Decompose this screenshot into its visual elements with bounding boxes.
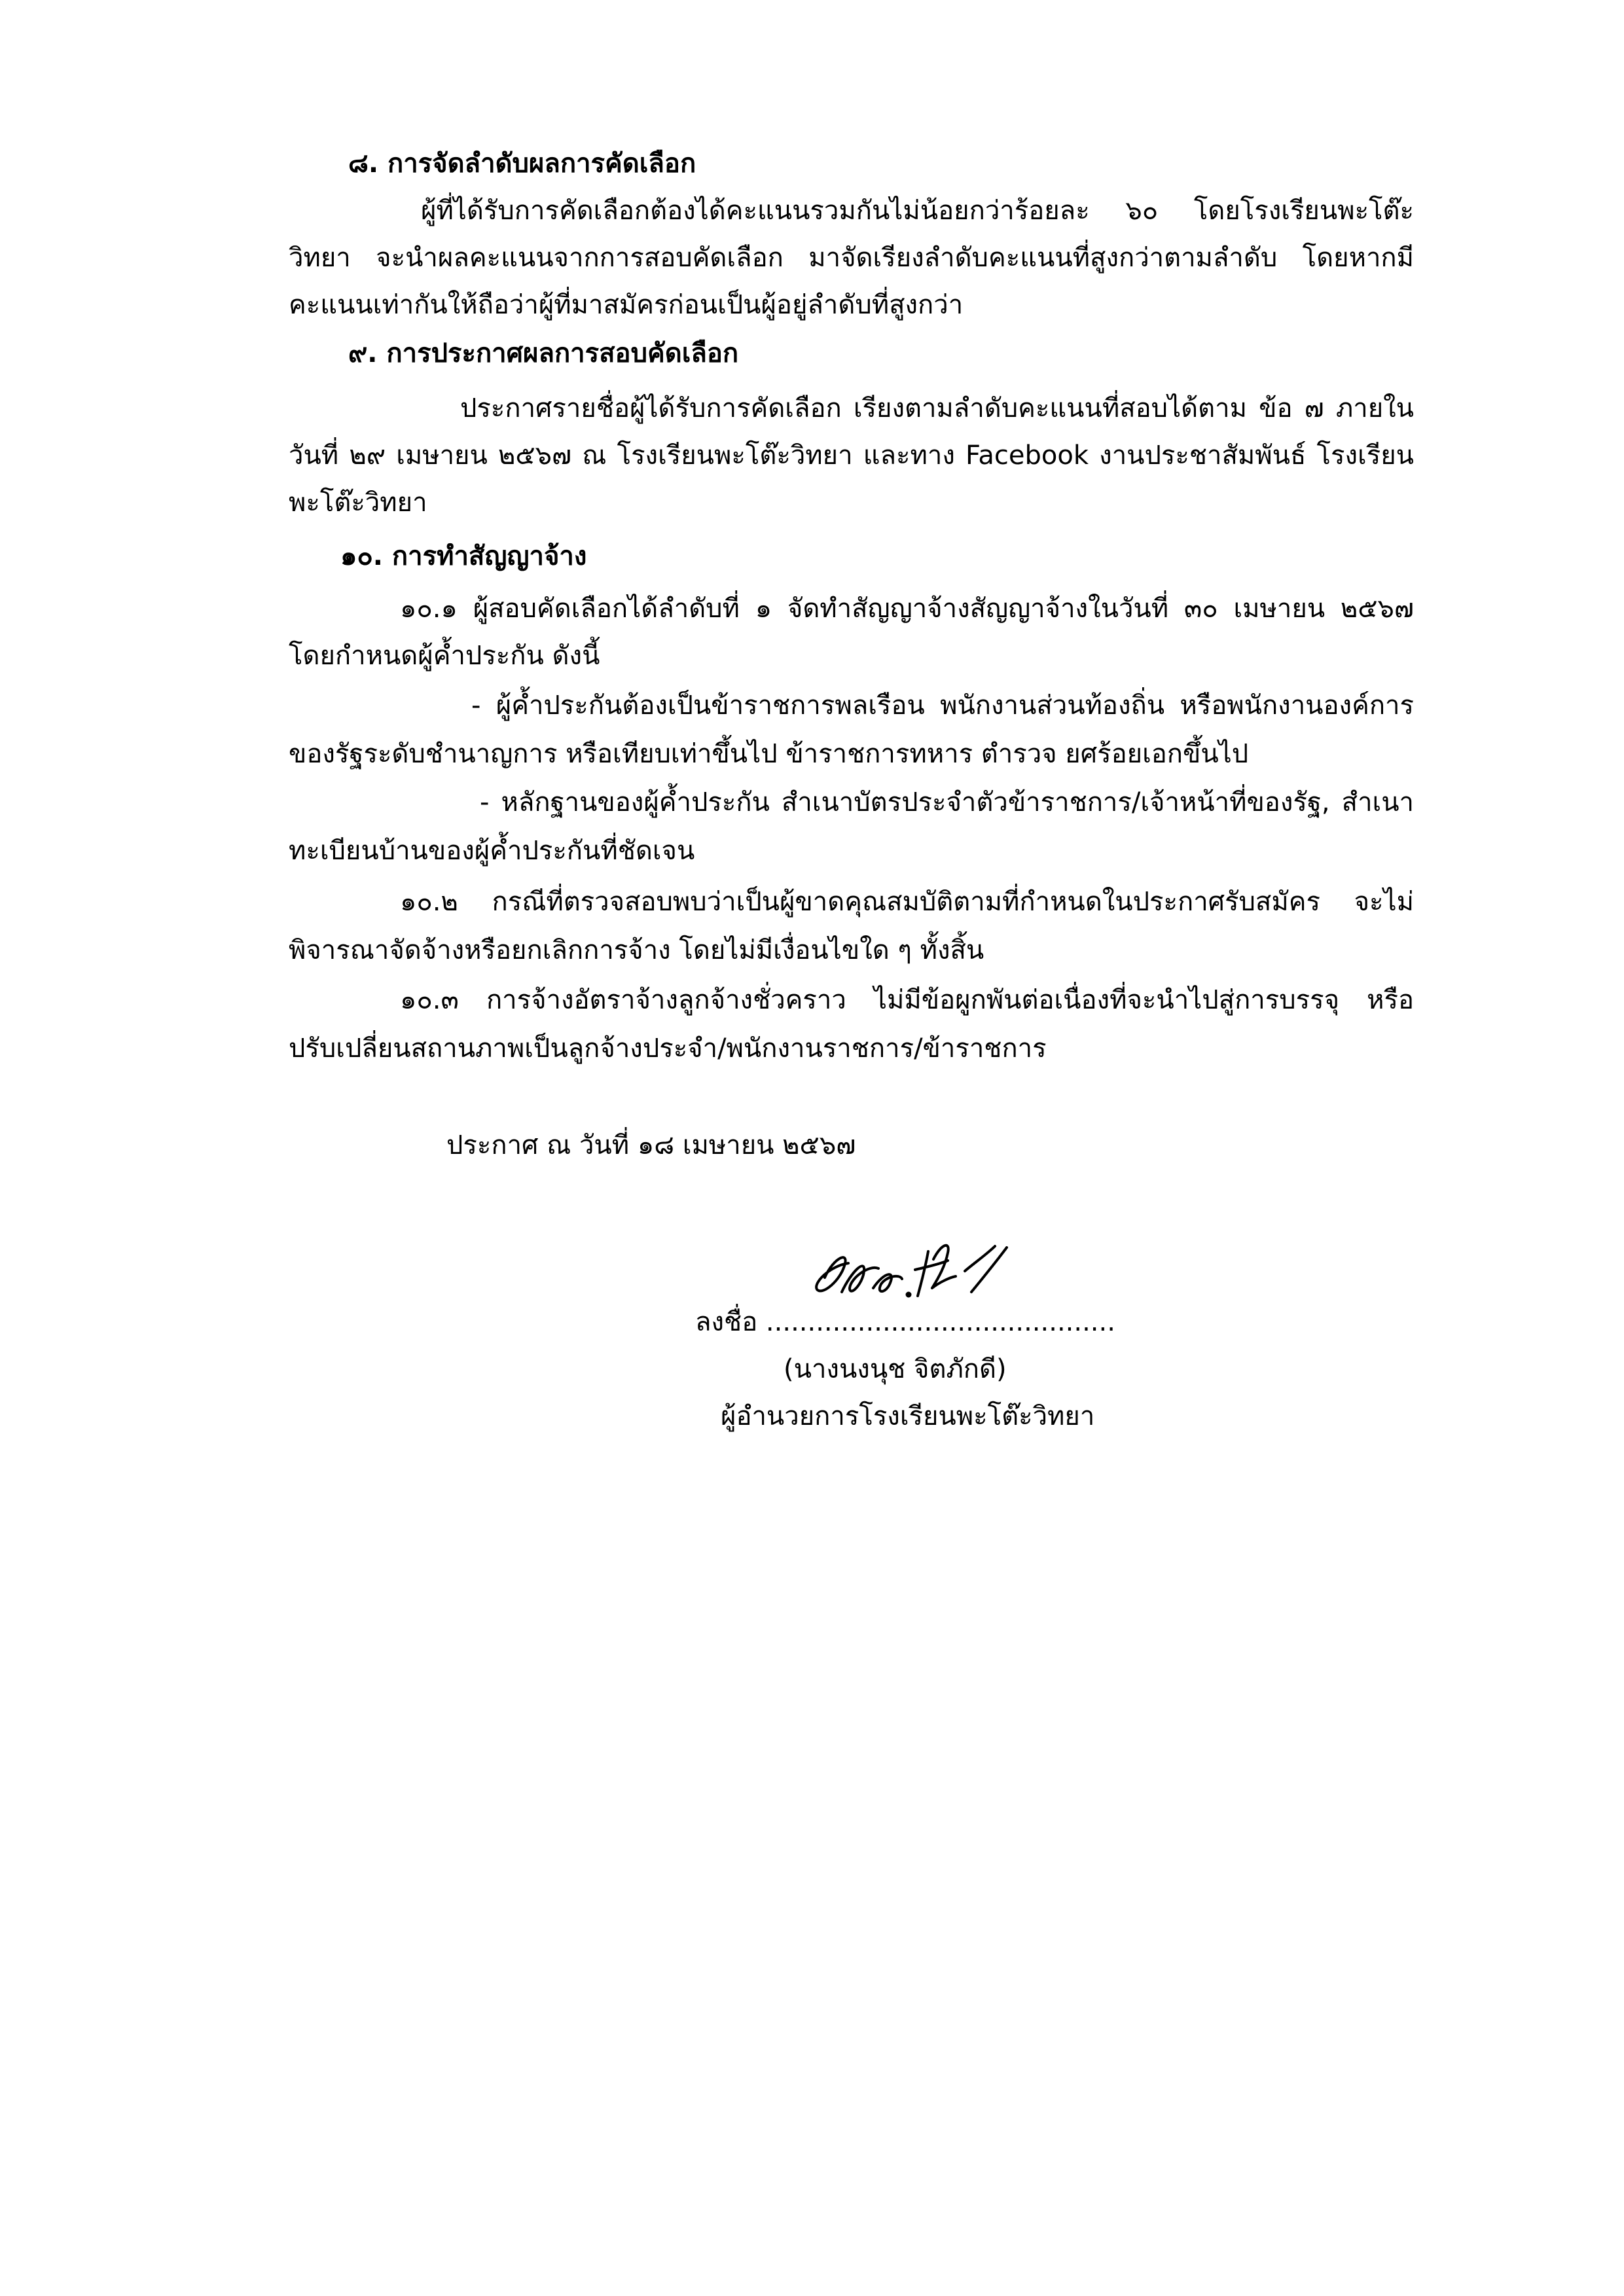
section-10-2-line-1: ๑๐.๒ กรณีที่ตรวจสอบพบว่าเป็นผู้ขาดคุณสมบัติตามที่กำหนดในประกาศรับสมัคร จะไม่	[400, 887, 1414, 917]
section-9-line-1: ประกาศรายชื่อผู้ได้รับการคัดเลือก เรียงตามลำดับคะแนนที่สอบได้ตาม ข้อ ๗ ภายใน	[460, 393, 1414, 423]
section-10-3-line-1: ๑๐.๓ การจ้างอัตราจ้างลูกจ้างชั่วคราว ไม่มีข้อผูกพันต่อเนื่องที่จะนำไปสู่การบรรจุ หรือ	[400, 985, 1414, 1015]
section-9-heading: ๙. การประกาศผลการสอบคัดเลือก	[348, 338, 739, 368]
signatory-name: (นางนงนุช จิตภักดี)	[784, 1354, 1007, 1384]
section-8-heading: ๘. การจัดลำดับผลการคัดเลือก	[348, 149, 696, 179]
section-10-heading: ๑๐. การทำสัญญาจ้าง	[340, 541, 587, 571]
section-10-2-line-2: พิจารณาจัดจ้างหรือยกเลิกการจ้าง โดยไม่มีเงื่อนไขใด ๆ ทั้งสิ้น	[289, 935, 984, 965]
section-10-3-line-2: ปรับเปลี่ยนสถานภาพเป็นลูกจ้างประจำ/พนักงานราชการ/ข้าราชการ	[289, 1033, 1047, 1064]
handwritten-signature	[810, 1232, 1020, 1310]
section-8-line-3: คะแนนเท่ากันให้ถือว่าผู้ที่มาสมัครก่อนเป็นผู้อยู่ลำดับที่สูงกว่า	[289, 290, 964, 320]
guarantor-rule-2-line-1: - หลักฐานของผู้ค้ำประกัน สำเนาบัตรประจำตัวข้าราชการ/เจ้าหน้าที่ของรัฐ, สำเนา	[480, 787, 1414, 817]
guarantor-rule-1-line-2: ของรัฐระดับชำนาญการ หรือเทียบเท่าขึ้นไป ข้าราชการทหาร ตำรวจ ยศร้อยเอกขึ้นไป	[289, 739, 1249, 769]
signature-line: ลงชื่อ ..........................................	[695, 1307, 1115, 1337]
section-8-line-2: วิทยา จะนำผลคะแนนจากการสอบคัดเลือก มาจัดเรียงลำดับคะแนนที่สูงกว่าตามลำดับ โดยหากมี	[289, 243, 1414, 273]
signatory-position: ผู้อำนวยการโรงเรียนพะโต๊ะวิทยา	[721, 1401, 1095, 1431]
section-9-line-2: วันที่ ๒๙ เมษายน ๒๕๖๗ ณ โรงเรียนพะโต๊ะวิทยา และทาง Facebook งานประชาสัมพันธ์ โรงเรียน	[289, 440, 1414, 471]
section-8-line-1: ผู้ที่ได้รับการคัดเลือกต้องได้คะแนนรวมกันไม่น้อยกว่าร้อยละ ๖๐ โดยโรงเรียนพะโต๊ะ	[421, 196, 1414, 226]
section-10-1-line-1: ๑๐.๑ ผู้สอบคัดเลือกได้ลำดับที่ ๑ จัดทำสัญญาจ้างสัญญาจ้างในวันที่ ๓๐ เมษายน ๒๕๖๗	[400, 594, 1414, 624]
section-10-1-line-2: โดยกำหนดผู้ค้ำประกัน ดังนี้	[289, 641, 600, 671]
guarantor-rule-1-line-1: - ผู้ค้ำประกันต้องเป็นข้าราชการพลเรือน พนักงานส่วนท้องถิ่น หรือพนักงานองค์การ	[471, 691, 1414, 721]
section-9-line-3: พะโต๊ะวิทยา	[289, 488, 427, 518]
guarantor-rule-2-line-2: ทะเบียนบ้านของผู้ค้ำประกันที่ชัดเจน	[289, 836, 695, 866]
announcement-date: ประกาศ ณ วันที่ ๑๘ เมษายน ๒๕๖๗	[446, 1130, 856, 1160]
